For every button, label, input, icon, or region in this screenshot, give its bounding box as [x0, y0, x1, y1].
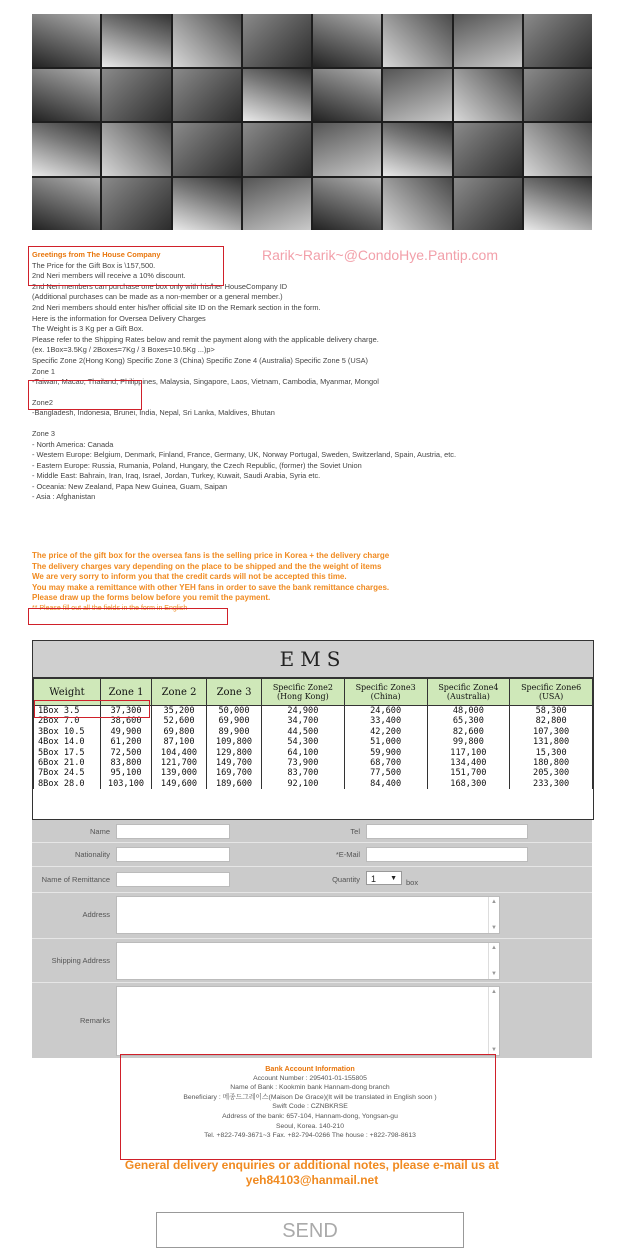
- collage-photo: [102, 123, 170, 176]
- rate-cell: 95,100: [101, 768, 152, 778]
- rate-cell: 52,600: [152, 716, 207, 726]
- collage-photo: [173, 14, 241, 67]
- bank-line: Beneficiary : 메종드그레이스(Maison De Grace)(It will be translated in English soon ): [183, 1093, 437, 1101]
- contact-email[interactable]: yeh84103@hanmail.net: [245, 1173, 379, 1187]
- name-input[interactable]: [116, 824, 230, 839]
- tel-label: Tel: [350, 827, 360, 836]
- collage-photo: [454, 178, 522, 231]
- photo-collage-banner: [32, 14, 592, 230]
- bank-line: Swift Code : CZNBKRSE: [272, 1103, 348, 1111]
- form-row-remittance-quantity: [32, 866, 592, 893]
- notice-line: You may make a remittance with other YEH fans in order to save the bank remittance charges.: [32, 582, 390, 592]
- collage-photo: [383, 178, 451, 231]
- collage-photo: [32, 123, 100, 176]
- scroll-up-icon: ▲: [491, 899, 497, 905]
- rate-cell: 89,900: [207, 727, 262, 737]
- collage-photo: [313, 69, 381, 122]
- info-line: (Additional purchases can be made as a non-member or a general member.): [32, 292, 283, 302]
- scroll-down-icon: ▼: [491, 925, 497, 931]
- collage-photo: [313, 123, 381, 176]
- info-section: [32, 250, 592, 503]
- header-specific-zone3: Specific Zone3 (China): [344, 679, 427, 706]
- rate-cell: 189,600: [207, 779, 262, 789]
- table-row: [34, 779, 593, 789]
- rate-cell: 69,800: [152, 727, 207, 737]
- weight-cell: 1Box 3.5: [34, 706, 101, 717]
- rate-cell: 38,600: [101, 716, 152, 726]
- collage-photo: [32, 178, 100, 231]
- form-row-remarks: [32, 982, 592, 1058]
- rate-cell: 68,700: [344, 758, 427, 768]
- quantity-select[interactable]: [366, 871, 402, 885]
- rate-cell: 34,700: [262, 716, 345, 726]
- rate-cell: 139,000: [152, 768, 207, 778]
- address-scrollbar[interactable]: [488, 897, 499, 933]
- collage-photo: [524, 69, 592, 122]
- collage-photo: [32, 69, 100, 122]
- collage-photo: [524, 14, 592, 67]
- greeting-title: Greetings from The House Company: [32, 250, 161, 259]
- rate-cell: 151,700: [427, 768, 510, 778]
- weight-cell: 4Box 14.0: [34, 737, 101, 747]
- remittance-label: Name of Remittance: [41, 875, 110, 884]
- rate-cell: 168,300: [427, 779, 510, 789]
- nationality-input[interactable]: [116, 847, 230, 862]
- zone3-line: - Asia : Afghanistan: [32, 492, 96, 502]
- name-label: Name: [89, 827, 110, 836]
- collage-photo: [32, 14, 100, 67]
- rate-cell: 49,900: [101, 727, 152, 737]
- scroll-up-icon: ▲: [491, 945, 497, 951]
- chevron-down-icon: ▼: [390, 875, 397, 882]
- rate-cell: 107,300: [510, 727, 593, 737]
- zone3-line: - Oceania: New Zealand, Papa New Guinea, Guam, Saipan: [32, 481, 228, 491]
- box-unit-label: box: [406, 878, 419, 887]
- email-input[interactable]: [366, 847, 528, 862]
- rate-cell: 104,400: [152, 748, 207, 758]
- rate-cell: 109,800: [207, 737, 262, 747]
- rate-cell: 44,500: [262, 727, 345, 737]
- collage-photo: [454, 123, 522, 176]
- shipping-address-textarea[interactable]: [116, 942, 500, 980]
- rate-cell: 233,300: [510, 779, 593, 789]
- rate-cell: 134,400: [427, 758, 510, 768]
- rate-cell: 84,400: [344, 779, 427, 789]
- zone3-line: - Eastern Europe: Russia, Rumania, Poland, Hungary, the Czech Republic, (former) the Soviet Union: [32, 460, 362, 470]
- info-line: Specific Zone 2(Hong Kong) Specific Zone 3 (China) Specific Zone 4 (Australia) Specific Zone 5 (USA): [32, 355, 369, 365]
- header-weight: Weight: [34, 679, 101, 706]
- ems-title: EMS: [33, 641, 593, 678]
- bank-line: Address of the bank: 657-104, Hannam-dong, Yongsan-gu: [222, 1112, 398, 1120]
- zone2-title: Zone2: [32, 397, 53, 407]
- info-line: (ex. 1Box=3.5Kg / 2Boxes=7Kg / 3 Boxes=10.5Kg ...)p>: [32, 345, 215, 355]
- collage-photo: [243, 14, 311, 67]
- quantity-label: Quantity: [332, 875, 360, 884]
- collage-photo: [243, 178, 311, 231]
- zone3-line: - North America: Canada: [32, 439, 114, 449]
- collage-photo: [102, 69, 170, 122]
- scroll-up-icon: ▲: [491, 989, 497, 995]
- collage-photo: [102, 178, 170, 231]
- table-row: [34, 768, 593, 778]
- collage-photo: [454, 14, 522, 67]
- table-row: [34, 748, 593, 758]
- rate-cell: 64,100: [262, 748, 345, 758]
- form-row-nationality-email: [32, 842, 592, 867]
- zone1-countries: -Taiwan, Macao, Thailand, Philippines, Malaysia, Singapore, Laos, Vietnam, Cambodia, Myanmar, Mongol: [32, 377, 379, 387]
- rate-cell: 72,500: [101, 748, 152, 758]
- collage-photo: [173, 123, 241, 176]
- form-row-name-tel: [32, 820, 592, 843]
- info-line: Here is the information for Oversea Delivery Charges: [32, 313, 206, 323]
- table-row: [34, 727, 593, 737]
- highlight-box-note: [28, 608, 228, 625]
- rate-cell: 54,300: [262, 737, 345, 747]
- collage-photo: [383, 69, 451, 122]
- info-line: 2nd Neri members should enter his/her official site ID on the Remark section in the form.: [32, 302, 321, 312]
- nationality-label: Nationality: [74, 850, 110, 859]
- rate-cell: 149,700: [207, 758, 262, 768]
- bank-line: Account Number : 295401-01-155805: [253, 1074, 367, 1082]
- weight-cell: 5Box 17.5: [34, 748, 101, 758]
- table-row: [34, 737, 593, 747]
- scroll-down-icon: ▼: [491, 1047, 497, 1053]
- header-zone1: Zone 1: [101, 679, 152, 706]
- header-specific-zone6: Specific Zone6 (USA): [510, 679, 593, 706]
- notice-section: [32, 551, 592, 614]
- rate-cell: 169,700: [207, 768, 262, 778]
- collage-photo: [383, 14, 451, 67]
- general-enquiries-text: General delivery enquiries or additional notes, please e-mail us at: [124, 1158, 500, 1172]
- collage-photo: [313, 178, 381, 231]
- rate-cell: 205,300: [510, 768, 593, 778]
- rate-cell: 69,900: [207, 716, 262, 726]
- notice-line: Please draw up the forms below before you remit the payment.: [32, 593, 271, 602]
- info-line: Please refer to the Shipping Rates below and remit the payment along with the applicable delivery charge.: [32, 334, 379, 344]
- weight-cell: 7Box 24.5: [34, 768, 101, 778]
- rate-cell: 37,300: [101, 706, 152, 717]
- rate-cell: 33,400: [344, 716, 427, 726]
- collage-photo: [173, 178, 241, 231]
- weight-cell: 6Box 21.0: [34, 758, 101, 768]
- info-line: The Price for the Gift Box is \157,500.: [32, 260, 156, 270]
- bank-title: Bank Account Information: [265, 1064, 355, 1073]
- zone3-line: - Middle East: Bahrain, Iran, Iraq, Israel, Jordan, Turkey, Kuwait, Saudi Arabia, Syria etc.: [32, 471, 321, 481]
- rate-cell: 51,000: [344, 737, 427, 747]
- rate-cell: 82,800: [510, 716, 593, 726]
- rate-cell: 61,200: [101, 737, 152, 747]
- send-button[interactable]: SEND: [156, 1212, 464, 1248]
- notice-english-note: ** Please fill out all the fields in the form in English: [32, 604, 188, 612]
- rate-cell: 73,900: [262, 758, 345, 768]
- form-row-address: [32, 892, 592, 939]
- email-label: *E-Mail: [335, 850, 360, 859]
- weight-cell: 2Box 7.0: [34, 716, 101, 726]
- rate-cell: 24,900: [262, 706, 345, 717]
- collage-photo: [243, 69, 311, 122]
- header-zone2: Zone 2: [152, 679, 207, 706]
- rate-cell: 83,700: [262, 768, 345, 778]
- shipping-address-label: Shipping Address: [51, 956, 110, 965]
- rate-cell: 35,200: [152, 706, 207, 717]
- info-line: The Weight is 3 Kg per a Gift Box.: [32, 324, 144, 334]
- remittance-input[interactable]: [116, 872, 230, 887]
- zone3-line: - Western Europe: Belgium, Denmark, Finland, France, Germany, UK, Norway Portugal, Sweden, Switzerland, Spain, Austria, etc.: [32, 450, 457, 460]
- watermark-text: Rarik~Rarik~@CondoHye.Pantip.com: [262, 247, 498, 263]
- rate-cell: 58,300: [510, 706, 593, 717]
- address-label: Address: [82, 910, 110, 919]
- order-form: [32, 820, 592, 1058]
- highlight-box-bank: [120, 1054, 496, 1160]
- header-specific-zone2: Specific Zone2 (Hong Kong): [262, 679, 345, 706]
- rate-cell: 87,100: [152, 737, 207, 747]
- collage-photo: [243, 123, 311, 176]
- collage-photo: [383, 123, 451, 176]
- rate-cell: 83,800: [101, 758, 152, 768]
- collage-photo: [524, 123, 592, 176]
- header-zone3: Zone 3: [207, 679, 262, 706]
- rate-cell: 24,600: [344, 706, 427, 717]
- bank-line: Seoul, Korea. 140-210: [275, 1122, 345, 1130]
- rate-cell: 48,000: [427, 706, 510, 717]
- table-row: [34, 758, 593, 768]
- remarks-scrollbar[interactable]: [488, 987, 499, 1055]
- rate-cell: 149,600: [152, 779, 207, 789]
- scroll-down-icon: ▼: [491, 971, 497, 977]
- rate-cell: 180,800: [510, 758, 593, 768]
- notice-line: The price of the gift box for the oversea fans is the selling price in Korea + the delivery charge: [32, 551, 390, 560]
- zone2-countries: -Bangladesh, Indonesia, Brunei, India, Nepal, Sri Lanka, Maldives, Bhutan: [32, 408, 275, 418]
- rate-cell: 15,300: [510, 748, 593, 758]
- info-line: 2nd Neri members can purchase one box only with his/her HouseCompany ID: [32, 281, 288, 291]
- highlight-box-1box: [34, 700, 150, 718]
- rate-cell: 59,900: [344, 748, 427, 758]
- quantity-value: 1: [371, 874, 377, 884]
- bank-line: Tel. +822-749-3671~3 Fax. +82-794-0266 The house : +822-798-8613: [204, 1132, 416, 1140]
- header-specific-zone4: Specific Zone4 (Australia): [427, 679, 510, 706]
- collage-photo: [313, 14, 381, 67]
- collage-photo: [454, 69, 522, 122]
- remarks-label: Remarks: [79, 1016, 110, 1025]
- rate-cell: 131,800: [510, 737, 593, 747]
- rate-cell: 103,100: [101, 779, 152, 789]
- collage-photo: [173, 69, 241, 122]
- rate-cell: 129,800: [207, 748, 262, 758]
- form-row-shipping-address: [32, 938, 592, 983]
- notice-line: We are very sorry to inform you that the credit cards will not be accepted this time.: [32, 572, 347, 581]
- remarks-textarea[interactable]: [116, 986, 500, 1056]
- shipping-scrollbar[interactable]: [488, 943, 499, 979]
- ems-table: [33, 678, 593, 789]
- rate-cell: 121,700: [152, 758, 207, 768]
- collage-photo: [102, 14, 170, 67]
- tel-input[interactable]: [366, 824, 528, 839]
- zone3-title: Zone 3: [32, 428, 56, 438]
- address-textarea[interactable]: [116, 896, 500, 934]
- weight-cell: 3Box 10.5: [34, 727, 101, 737]
- highlight-box-greeting: [28, 246, 224, 286]
- rate-cell: 99,800: [427, 737, 510, 747]
- rate-cell: 117,100: [427, 748, 510, 758]
- rate-cell: 82,600: [427, 727, 510, 737]
- rate-cell: 50,000: [207, 706, 262, 717]
- rate-cell: 77,500: [344, 768, 427, 778]
- rate-cell: 65,300: [427, 716, 510, 726]
- weight-cell: 8Box 28.0: [34, 779, 101, 789]
- rate-cell: 42,200: [344, 727, 427, 737]
- notice-line: The delivery charges vary depending on the place to be shipped and the the weight of items: [32, 561, 382, 571]
- zone1-title: Zone 1: [32, 366, 56, 376]
- highlight-box-zone1: [28, 380, 142, 410]
- bank-line: Name of Bank : Kookmin bank Hannam-dong branch: [230, 1084, 390, 1092]
- general-enquiries: [62, 1158, 562, 1188]
- info-line: 2nd Neri members will receive a 10% discount.: [32, 271, 186, 281]
- rate-cell: 92,100: [262, 779, 345, 789]
- ems-rate-table: [32, 640, 594, 820]
- collage-photo: [524, 178, 592, 231]
